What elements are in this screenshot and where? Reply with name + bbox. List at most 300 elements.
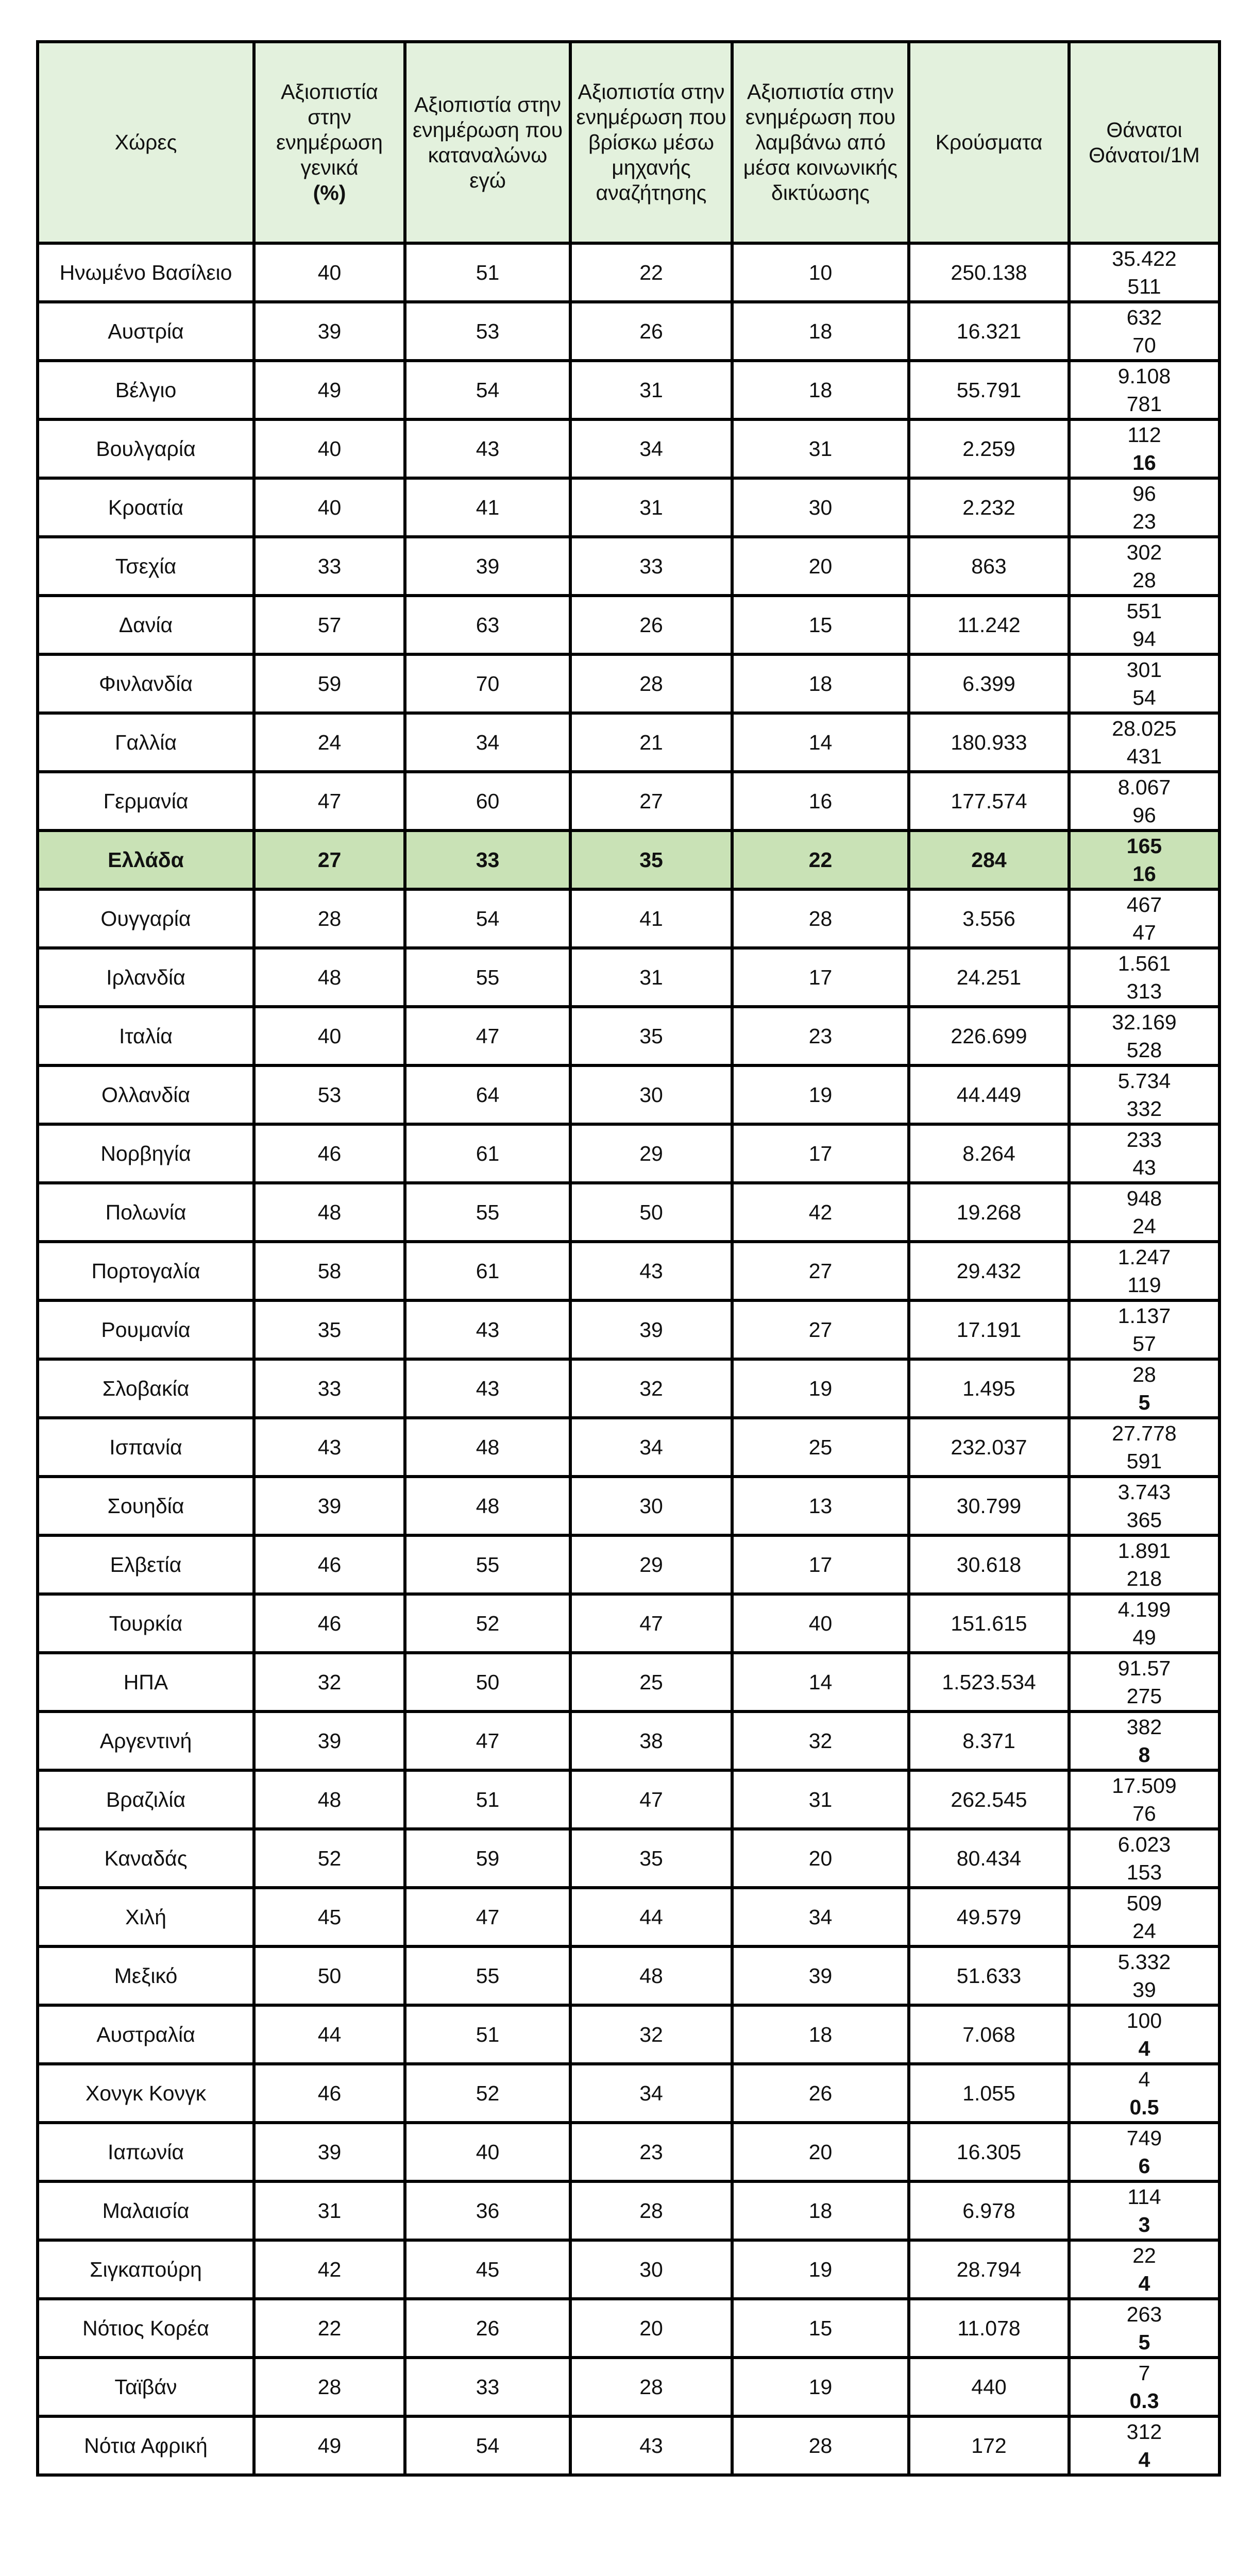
deaths-per-million: 24 [1132,1919,1156,1943]
header-country-label: Χώρες [114,130,177,154]
trust-own-news-cell: 54 [405,361,570,419]
trust-general-cell: 42 [254,2240,405,2299]
deaths-cell [1069,419,1219,478]
trust-general-cell: 59 [254,654,405,713]
covid-news-trust-table [36,40,1221,2477]
trust-search-cell: 32 [570,2005,732,2064]
deaths-cell [1069,2299,1219,2358]
trust-own-news-cell: 40 [405,2123,570,2181]
trust-own-news-cell: 55 [405,1946,570,2005]
trust-search-cell: 34 [570,2064,732,2123]
deaths-cell [1069,1124,1219,1183]
deaths-cell [1069,948,1219,1007]
deaths-total: 1.891 [1117,1539,1171,1563]
trust-search-cell: 41 [570,889,732,948]
deaths-per-million: 24 [1132,1214,1156,1238]
cases-cell: 44.449 [909,1065,1069,1124]
country-cell: Μεξικό [38,1946,254,2005]
deaths-per-million: 16 [1132,862,1156,886]
table-row [38,1183,1219,1242]
trust-own-news-cell: 51 [405,243,570,302]
trust-general-cell: 48 [254,1183,405,1242]
cases-cell: 180.933 [909,713,1069,772]
trust-search-cell: 25 [570,1653,732,1711]
deaths-total: 1.247 [1117,1245,1171,1269]
trust-own-news-cell: 51 [405,2005,570,2064]
trust-search-cell: 50 [570,1183,732,1242]
cases-cell: 30.618 [909,1535,1069,1594]
country-cell: Καναδάς [38,1829,254,1888]
trust-general-cell: 53 [254,1065,405,1124]
cases-cell: 250.138 [909,243,1069,302]
trust-general-cell: 43 [254,1418,405,1477]
deaths-total: 32.169 [1112,1010,1177,1034]
trust-search-cell: 20 [570,2299,732,2358]
country-cell: Νότιος Κορέα [38,2299,254,2358]
country-cell: Σουηδία [38,1477,254,1535]
country-cell: Τουρκία [38,1594,254,1653]
country-cell: Γαλλία [38,713,254,772]
deaths-per-million: 43 [1132,1156,1156,1179]
cases-cell: 8.371 [909,1711,1069,1770]
country-cell: Ιρλανδία [38,948,254,1007]
trust-search-cell: 22 [570,243,732,302]
trust-general-cell: 22 [254,2299,405,2358]
deaths-per-million: 431 [1126,744,1162,768]
trust-general-cell: 49 [254,2416,405,2475]
table-row [38,2005,1219,2064]
cases-cell: 51.633 [909,1946,1069,2005]
country-cell: Ελλάδα [38,831,254,889]
deaths-total: 6.023 [1117,1833,1171,1856]
cases-cell: 28.794 [909,2240,1069,2299]
cases-cell: 1.523.534 [909,1653,1069,1711]
deaths-cell [1069,2064,1219,2123]
header-trust-social [732,42,909,243]
trust-general-cell: 46 [254,1594,405,1653]
cases-cell: 16.321 [909,302,1069,361]
trust-general-cell: 27 [254,831,405,889]
trust-social-cell: 19 [732,1359,909,1418]
trust-social-cell: 42 [732,1183,909,1242]
deaths-total: 91.57 [1117,1656,1171,1680]
trust-own-news-cell: 33 [405,831,570,889]
cases-cell: 863 [909,537,1069,596]
table-row [38,419,1219,478]
trust-search-cell: 34 [570,419,732,478]
deaths-per-million: 332 [1126,1097,1162,1121]
header-country [38,42,254,243]
trust-own-news-cell: 54 [405,2416,570,2475]
deaths-cell [1069,1535,1219,1594]
trust-general-cell: 48 [254,1770,405,1829]
trust-social-cell: 27 [732,1300,909,1359]
table-row [38,1242,1219,1300]
cases-cell: 177.574 [909,772,1069,831]
trust-search-cell: 28 [570,2358,732,2416]
trust-own-news-cell: 53 [405,302,570,361]
table-row [38,1007,1219,1065]
deaths-per-million: 591 [1126,1449,1162,1473]
trust-own-news-cell: 59 [405,1829,570,1888]
trust-search-cell: 47 [570,1594,732,1653]
deaths-total: 948 [1126,1187,1162,1210]
trust-social-cell: 34 [732,1888,909,1946]
cases-cell: 55.791 [909,361,1069,419]
table-row [38,1653,1219,1711]
deaths-cell [1069,889,1219,948]
trust-own-news-cell: 70 [405,654,570,713]
header-cases-label: Κρούσματα [935,130,1043,154]
deaths-per-million: 781 [1126,392,1162,416]
trust-own-news-cell: 43 [405,1359,570,1418]
deaths-cell [1069,713,1219,772]
country-cell: Φινλανδία [38,654,254,713]
deaths-cell [1069,2240,1219,2299]
deaths-total: 28 [1132,1363,1156,1386]
deaths-per-million: 5 [1138,1391,1150,1414]
deaths-cell [1069,2416,1219,2475]
deaths-cell [1069,831,1219,889]
cases-cell: 11.242 [909,596,1069,654]
cases-cell: 30.799 [909,1477,1069,1535]
table-body [38,243,1219,2475]
trust-general-cell: 48 [254,948,405,1007]
deaths-cell [1069,478,1219,537]
deaths-total: 302 [1126,540,1162,564]
country-cell: ΗΠΑ [38,1653,254,1711]
table-row [38,1065,1219,1124]
country-cell: Ουγγαρία [38,889,254,948]
deaths-cell [1069,243,1219,302]
trust-social-cell: 15 [732,596,909,654]
trust-general-cell: 50 [254,1946,405,2005]
deaths-total: 632 [1126,306,1162,329]
table-row [38,713,1219,772]
table-row [38,1594,1219,1653]
deaths-per-million: 3 [1138,2213,1150,2236]
trust-search-cell: 31 [570,361,732,419]
table-row [38,1711,1219,1770]
deaths-total: 22 [1132,2244,1156,2267]
header-trust-search [570,42,732,243]
deaths-total: 5.332 [1117,1950,1171,1974]
deaths-total: 509 [1126,1891,1162,1915]
trust-social-cell: 31 [732,419,909,478]
deaths-per-million: 4 [1138,2448,1150,2471]
trust-general-cell: 44 [254,2005,405,2064]
country-cell: Αυστραλία [38,2005,254,2064]
trust-social-cell: 40 [732,1594,909,1653]
trust-general-cell: 33 [254,537,405,596]
deaths-per-million: 57 [1132,1332,1156,1355]
deaths-per-million: 365 [1126,1508,1162,1532]
trust-own-news-cell: 43 [405,419,570,478]
country-cell: Μαλαισία [38,2181,254,2240]
trust-social-cell: 32 [732,1711,909,1770]
trust-search-cell: 21 [570,713,732,772]
deaths-per-million: 28 [1132,568,1156,592]
cases-cell: 172 [909,2416,1069,2475]
country-cell: Ταϊβάν [38,2358,254,2416]
table-row [38,596,1219,654]
country-cell: Βραζιλία [38,1770,254,1829]
trust-social-cell: 20 [732,537,909,596]
deaths-total: 382 [1126,1715,1162,1739]
country-cell: Σλοβακία [38,1359,254,1418]
table-row [38,1418,1219,1477]
trust-search-cell: 43 [570,1242,732,1300]
cases-cell: 29.432 [909,1242,1069,1300]
header-deaths [1069,42,1219,243]
trust-general-cell: 46 [254,1124,405,1183]
trust-own-news-cell: 41 [405,478,570,537]
deaths-total: 1.561 [1117,952,1171,975]
deaths-per-million: 23 [1132,510,1156,533]
trust-search-cell: 48 [570,1946,732,2005]
header-trust-social-label: Αξιοπιστία στην ενημέρωση που λαμβάνω από μέσα κοινωνικής δικτύωσης [743,80,898,205]
deaths-cell [1069,1829,1219,1888]
deaths-cell [1069,1418,1219,1477]
trust-search-cell: 30 [570,1065,732,1124]
country-cell: Ιταλία [38,1007,254,1065]
trust-search-cell: 43 [570,2416,732,2475]
table-row [38,654,1219,713]
deaths-cell [1069,537,1219,596]
deaths-total: 96 [1132,482,1156,505]
table-row [38,1535,1219,1594]
cases-cell: 226.699 [909,1007,1069,1065]
trust-social-cell: 15 [732,2299,909,2358]
trust-search-cell: 28 [570,2181,732,2240]
trust-own-news-cell: 50 [405,1653,570,1711]
trust-social-cell: 16 [732,772,909,831]
trust-own-news-cell: 43 [405,1300,570,1359]
table-row [38,537,1219,596]
cases-cell: 6.399 [909,654,1069,713]
deaths-per-million: 0.3 [1129,2389,1159,2413]
deaths-per-million: 76 [1132,1802,1156,1825]
trust-social-cell: 22 [732,831,909,889]
deaths-total: 312 [1126,2420,1162,2444]
trust-social-cell: 18 [732,361,909,419]
trust-own-news-cell: 61 [405,1242,570,1300]
deaths-total: 7 [1138,2361,1150,2385]
trust-general-cell: 31 [254,2181,405,2240]
table-row [38,889,1219,948]
table-row [38,2358,1219,2416]
deaths-total: 1.137 [1117,1304,1171,1328]
cases-cell: 2.232 [909,478,1069,537]
deaths-cell [1069,1653,1219,1711]
country-cell: Ρουμανία [38,1300,254,1359]
trust-social-cell: 28 [732,2416,909,2475]
trust-own-news-cell: 36 [405,2181,570,2240]
trust-search-cell: 35 [570,831,732,889]
deaths-total: 17.509 [1112,1774,1177,1798]
trust-own-news-cell: 55 [405,1535,570,1594]
trust-social-cell: 17 [732,1124,909,1183]
trust-social-cell: 39 [732,1946,909,2005]
country-cell: Χιλή [38,1888,254,1946]
trust-search-cell: 39 [570,1300,732,1359]
deaths-cell [1069,1711,1219,1770]
deaths-per-million: 8 [1138,1743,1150,1767]
country-cell: Νορβηγία [38,1124,254,1183]
deaths-total: 35.422 [1112,247,1177,270]
country-cell: Κροατία [38,478,254,537]
cases-cell: 2.259 [909,419,1069,478]
trust-search-cell: 33 [570,537,732,596]
trust-social-cell: 19 [732,2240,909,2299]
table-row [38,2416,1219,2475]
cases-cell: 16.305 [909,2123,1069,2181]
trust-social-cell: 26 [732,2064,909,2123]
deaths-cell [1069,2181,1219,2240]
deaths-cell [1069,1007,1219,1065]
cases-cell: 1.495 [909,1359,1069,1418]
trust-own-news-cell: 61 [405,1124,570,1183]
trust-own-news-cell: 47 [405,1888,570,1946]
deaths-total: 112 [1127,423,1161,447]
cases-cell: 6.978 [909,2181,1069,2240]
trust-search-cell: 35 [570,1007,732,1065]
trust-general-cell: 35 [254,1300,405,1359]
deaths-cell [1069,1477,1219,1535]
trust-search-cell: 38 [570,1711,732,1770]
deaths-per-million: 70 [1132,333,1156,357]
trust-own-news-cell: 52 [405,1594,570,1653]
trust-social-cell: 28 [732,889,909,948]
trust-social-cell: 25 [732,1418,909,1477]
table-row [38,1946,1219,2005]
deaths-cell [1069,302,1219,361]
cases-cell: 284 [909,831,1069,889]
trust-own-news-cell: 47 [405,1007,570,1065]
trust-own-news-cell: 47 [405,1711,570,1770]
table-row [38,2181,1219,2240]
deaths-total: 114 [1127,2185,1161,2209]
trust-social-cell: 31 [732,1770,909,1829]
deaths-per-million: 94 [1132,627,1156,651]
trust-own-news-cell: 33 [405,2358,570,2416]
trust-social-cell: 19 [732,2358,909,2416]
deaths-cell [1069,1183,1219,1242]
deaths-per-million: 153 [1126,1860,1162,1884]
deaths-per-million: 313 [1126,979,1162,1003]
trust-search-cell: 23 [570,2123,732,2181]
table-row [38,1829,1219,1888]
trust-social-cell: 10 [732,243,909,302]
deaths-cell [1069,2123,1219,2181]
deaths-total: 4 [1138,2067,1150,2091]
deaths-per-million: 5 [1138,2330,1150,2354]
deaths-total: 301 [1126,658,1162,682]
country-cell: Ελβετία [38,1535,254,1594]
trust-social-cell: 14 [732,713,909,772]
deaths-cell [1069,596,1219,654]
trust-search-cell: 30 [570,2240,732,2299]
trust-social-cell: 18 [732,2005,909,2064]
trust-own-news-cell: 64 [405,1065,570,1124]
trust-general-cell: 40 [254,1007,405,1065]
trust-social-cell: 18 [732,2181,909,2240]
table-row [38,1770,1219,1829]
deaths-total: 233 [1126,1128,1162,1151]
trust-general-cell: 39 [254,302,405,361]
trust-search-cell: 30 [570,1477,732,1535]
trust-social-cell: 30 [732,478,909,537]
cases-cell: 49.579 [909,1888,1069,1946]
deaths-per-million: 16 [1132,451,1156,474]
deaths-per-million: 4 [1138,2037,1150,2060]
trust-search-cell: 32 [570,1359,732,1418]
table-row [38,2240,1219,2299]
deaths-total: 8.067 [1117,775,1171,799]
cases-cell: 3.556 [909,889,1069,948]
deaths-cell [1069,1594,1219,1653]
cases-cell: 19.268 [909,1183,1069,1242]
trust-own-news-cell: 48 [405,1477,570,1535]
table-row [38,1300,1219,1359]
deaths-total: 27.778 [1112,1421,1177,1445]
cases-cell: 80.434 [909,1829,1069,1888]
table-row [38,1477,1219,1535]
deaths-total: 100 [1126,2009,1162,2032]
trust-search-cell: 29 [570,1124,732,1183]
cases-cell: 151.615 [909,1594,1069,1653]
trust-search-cell: 26 [570,596,732,654]
trust-general-cell: 40 [254,478,405,537]
trust-general-cell: 46 [254,1535,405,1594]
trust-search-cell: 47 [570,1770,732,1829]
deaths-per-million: 54 [1132,686,1156,709]
trust-search-cell: 31 [570,948,732,1007]
deaths-total: 5.734 [1117,1069,1171,1093]
trust-own-news-cell: 34 [405,713,570,772]
deaths-cell [1069,2358,1219,2416]
deaths-cell [1069,1770,1219,1829]
trust-general-cell: 40 [254,243,405,302]
deaths-per-million: 275 [1126,1684,1162,1708]
deaths-cell [1069,772,1219,831]
trust-general-cell: 28 [254,2358,405,2416]
country-cell: Αυστρία [38,302,254,361]
country-cell: Ισπανία [38,1418,254,1477]
trust-own-news-cell: 52 [405,2064,570,2123]
deaths-total: 4.199 [1117,1598,1171,1621]
country-cell: Γερμανία [38,772,254,831]
deaths-cell [1069,1300,1219,1359]
deaths-cell [1069,1242,1219,1300]
trust-social-cell: 19 [732,1065,909,1124]
trust-own-news-cell: 55 [405,1183,570,1242]
trust-general-cell: 52 [254,1829,405,1888]
deaths-per-million: 6 [1138,2154,1150,2178]
table-row [38,243,1219,302]
trust-general-cell: 28 [254,889,405,948]
table-row [38,2299,1219,2358]
deaths-per-million: 0.5 [1129,2095,1159,2119]
trust-social-cell: 27 [732,1242,909,1300]
table-row [38,1888,1219,1946]
trust-search-cell: 44 [570,1888,732,1946]
table-row [38,831,1219,889]
trust-own-news-cell: 63 [405,596,570,654]
table-row [38,302,1219,361]
deaths-per-million: 4 [1138,2272,1150,2295]
trust-search-cell: 31 [570,478,732,537]
